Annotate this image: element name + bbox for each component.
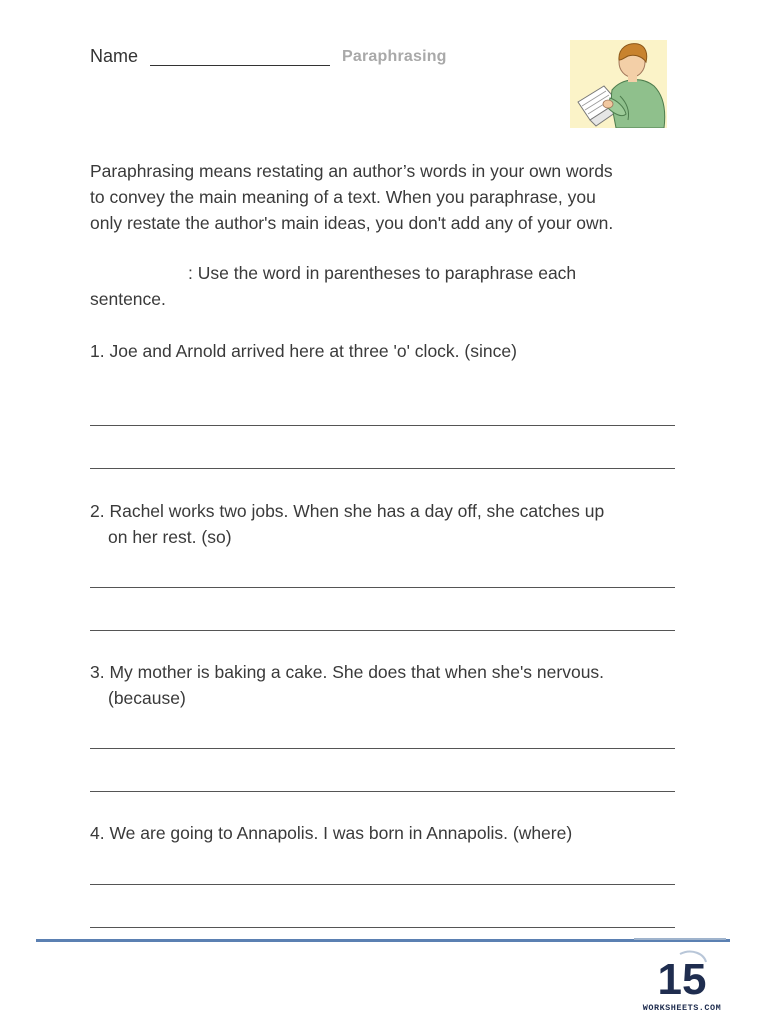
question-2 [90,498,690,550]
worksheet-title: Paraphrasing [342,48,447,65]
question-text: 1. Joe and Arnold arrived here at three 'o' clock. (since) [90,341,517,361]
question-text: (because) [108,688,186,708]
instructions [90,260,690,312]
question-text: 2. Rachel works two jobs. When she has a day off, she catches up [90,501,605,521]
answer-line[interactable] [90,468,675,469]
intro-line: Paraphrasing means restating an author’s words in your own words [90,161,613,181]
instructions-line: sentence. [90,289,166,309]
footer-divider [36,939,730,942]
footer-divider-accent [634,938,726,940]
question-text: 3. My mother is baking a cake. She does that when she's nervous. [90,662,605,682]
logo-number: 15 [657,955,707,1004]
name-answer-line[interactable] [150,65,330,66]
intro-line: to convey the main meaning of a text. When you paraphrase, you [90,187,596,207]
intro-line: only restate the author's main ideas, you don't add any of your own. [90,213,614,233]
answer-line[interactable] [90,587,675,588]
worksheets-logo [640,948,724,1014]
reading-person-illustration [570,40,667,128]
question-text: on her rest. (so) [108,527,232,547]
question-4 [90,820,690,846]
answer-line[interactable] [90,791,675,792]
answer-line[interactable] [90,748,675,749]
answer-line[interactable] [90,927,675,928]
instructions-line: : Use the word in parentheses to paraphrase each [188,263,577,283]
answer-line[interactable] [90,884,675,885]
answer-line[interactable] [90,425,675,426]
question-text: 4. We are going to Annapolis. I was born in Annapolis. (where) [90,823,573,843]
logo-text: WORKSHEETS.COM [642,1003,722,1013]
answer-line[interactable] [90,630,675,631]
question-1 [90,338,690,364]
intro-paragraph [90,158,690,236]
question-3 [90,659,690,711]
name-label: Name [90,46,139,66]
